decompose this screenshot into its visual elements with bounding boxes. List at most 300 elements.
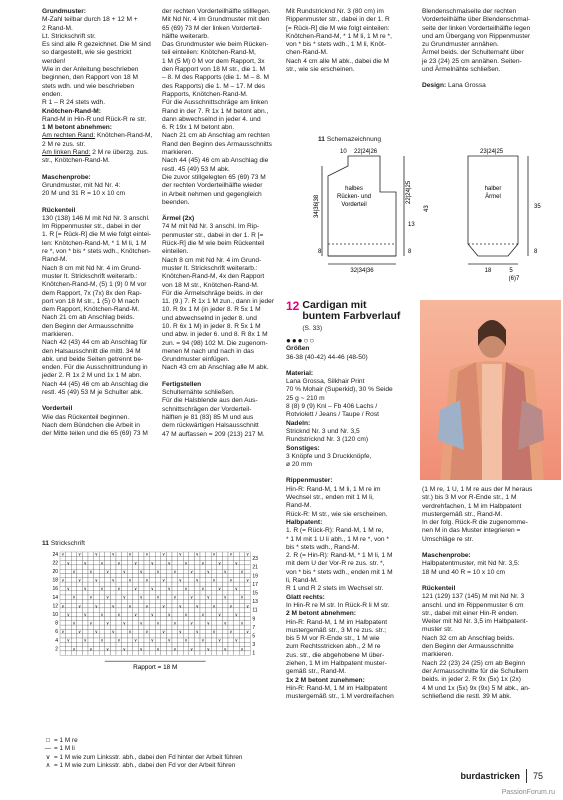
pattern-cell (161, 561, 167, 565)
pattern-cell (194, 634, 200, 638)
pattern-cell (222, 582, 228, 586)
abnehmen-left (42, 149, 157, 166)
pattern-cell (99, 574, 105, 578)
pattern-cell (155, 578, 161, 582)
text-line: Knötchen-Rand-M, 4x den Rapport (162, 273, 265, 281)
text-line: Blendenschmalseite der rechten (422, 8, 517, 15)
text-line: nen M in das Muster integrieren = (422, 527, 521, 535)
pattern-symbol: ∨ (122, 594, 126, 600)
pattern-symbol: ∨ (234, 611, 238, 617)
legend-text: = 1 M re (54, 737, 78, 744)
pattern-cell (183, 552, 189, 556)
pattern-cell (133, 599, 139, 603)
pattern-cell (110, 634, 116, 638)
pattern-cell (194, 612, 200, 616)
column-3 (286, 8, 410, 74)
abnehmen-right-text: Knötchen-Rand-M, 2 M re zus. str. (42, 132, 153, 148)
pattern-cell (178, 556, 184, 560)
pattern-cell (200, 578, 206, 582)
pattern-cell (172, 638, 178, 642)
pattern-cell (88, 561, 94, 565)
pattern-cell (99, 651, 105, 655)
pattern-symbol: ∨ (150, 586, 154, 592)
pattern-symbol: ∨ (240, 646, 244, 652)
pattern-cell (178, 569, 184, 573)
text-line: in Arbeit nehmen und gegengleich (162, 190, 262, 198)
pattern-cell (217, 599, 223, 603)
pattern-cell (127, 582, 133, 586)
pattern-cell (144, 634, 150, 638)
row-label-right: 3 (252, 642, 256, 649)
pattern-cell (217, 629, 223, 633)
pattern-cell (133, 621, 139, 625)
pattern-cell (189, 599, 195, 603)
pattern-symbol: ∨ (167, 611, 171, 617)
pattern-cell (161, 608, 167, 612)
row-label-right: 9 (252, 616, 256, 623)
pattern-cell (172, 651, 178, 655)
text-line: enden. Für die Ausschnittrundung in (42, 364, 148, 372)
pattern-symbol: ∨ (122, 568, 126, 574)
pattern-cell (94, 569, 100, 573)
pattern-symbol: ∨ (111, 551, 115, 557)
text-line: Wie das Rückenteil beginnen. (42, 413, 130, 421)
text-line: dem Rapport, Knötchen-Rand-M. (42, 306, 140, 314)
pattern-cell (94, 582, 100, 586)
pattern-cell (138, 625, 144, 629)
pattern-cell (133, 569, 139, 573)
text-line: Mit Rundstricknd Nr. 3 (80 cm) im (286, 8, 384, 15)
pattern-cell (133, 591, 139, 595)
pattern-cell (133, 595, 139, 599)
pattern-cell (116, 599, 122, 603)
pattern-cell (150, 552, 156, 556)
pattern-cell (66, 569, 72, 573)
abn-title: 2 M betont abnehmen: (286, 610, 356, 618)
text-line: den Rapport von 18 M str., die 1. M (162, 66, 265, 74)
pattern-symbol: ∨ (218, 637, 222, 643)
col4-ruecken-title: Rückenteil (422, 584, 456, 592)
pattern-cell (206, 634, 212, 638)
text-line: Grundmuster, mit Nd Nr. 4: (42, 181, 121, 189)
pattern-cell (110, 612, 116, 616)
pattern-cell (110, 582, 116, 586)
pattern-cell (178, 651, 184, 655)
text-line: Ärmel beids. der Schulternaht über (422, 49, 524, 57)
pattern-cell (82, 647, 88, 651)
pattern-cell (71, 629, 77, 633)
pattern-cell (189, 634, 195, 638)
pattern-cell (183, 569, 189, 573)
pattern-cell (178, 638, 184, 642)
pattern-cell (166, 617, 172, 621)
maschen-title: Maschenprobe: (42, 173, 91, 181)
text-line: Nach 43 cm ab Anschlag alle M abk. (162, 364, 269, 372)
pattern-cell (105, 552, 111, 556)
pattern-cell (228, 642, 234, 646)
pattern-symbol: ∨ (212, 577, 216, 583)
text-line: einteilen. (162, 248, 189, 256)
pattern-cell (82, 642, 88, 646)
pattern-cell (122, 561, 128, 565)
text-line: Nach 32 cm ab Anschlag beids. (422, 634, 515, 642)
row-label-left: 8 (55, 620, 58, 627)
nadeln-title: Nadeln: (286, 419, 311, 427)
pattern-cell (66, 595, 72, 599)
pattern-symbol: ∨ (190, 646, 194, 652)
pattern-cell (94, 595, 100, 599)
pattern-cell (166, 569, 172, 573)
pattern-cell (88, 651, 94, 655)
pattern-cell (211, 642, 217, 646)
pattern-cell (189, 638, 195, 642)
pattern-cell (189, 578, 195, 582)
text-line: werden! (42, 57, 66, 65)
pattern-cell (133, 552, 139, 556)
pattern-cell (127, 617, 133, 621)
pattern-cell (144, 591, 150, 595)
pattern-symbol: ∨ (162, 551, 166, 557)
pattern-cell (105, 582, 111, 586)
legend-symbol: — (44, 745, 52, 753)
pattern-cell (110, 642, 116, 646)
pattern-symbol: ∨ (178, 629, 182, 635)
text-line: Grundmuster einfügen. (162, 356, 230, 364)
pattern-cell (88, 634, 94, 638)
pattern-cell (239, 604, 245, 608)
pattern-cell (66, 625, 72, 629)
legend-symbol: ∧ (45, 761, 51, 769)
pattern-cell (144, 642, 150, 646)
pattern-cell (94, 591, 100, 595)
pattern-cell (189, 604, 195, 608)
zun-text (286, 685, 410, 702)
pattern-cell (239, 561, 245, 565)
pattern-cell (122, 604, 128, 608)
text-line: Rück-R: M str., wie sie erscheinen. (286, 510, 388, 518)
pattern-cell (211, 565, 217, 569)
pattern-cell (122, 582, 128, 586)
pattern-cell (161, 556, 167, 560)
pattern-cell (144, 569, 150, 573)
pattern-cell (245, 586, 251, 590)
pattern-cell (110, 591, 116, 595)
pattern-fig-number: 11 (42, 540, 49, 547)
pattern-cell (183, 651, 189, 655)
knoetchen-title: Knötchen-Rand-M: (42, 107, 101, 115)
pattern-cell (150, 629, 156, 633)
pattern-cell (178, 591, 184, 595)
pattern-cell (66, 591, 72, 595)
text-line: und am Übergang von Rippenmuster (422, 32, 531, 40)
pattern-cell (144, 565, 150, 569)
pattern-cell (71, 625, 77, 629)
pattern-cell (71, 638, 77, 642)
schema-drawing (314, 146, 558, 296)
text-line: den Halsausschnitt die mittl. 34 M (42, 347, 141, 355)
vorder-title: Vorderteil (42, 405, 73, 413)
text-line: anschl. und im Rippenmuster 6 cm (422, 601, 524, 609)
pattern-cell (150, 642, 156, 646)
text-line: 1. R [= Rück-R] die M wie folgt eintei- (42, 231, 152, 239)
text-line: des Rapports) die 1. M – 17. M des (162, 82, 265, 90)
text-line: Rotviolett / Jeans / Taupe / Rost (286, 411, 379, 419)
legend-row (42, 754, 242, 762)
pattern-cell (200, 621, 206, 625)
pattern-cell (161, 638, 167, 642)
schema-mid-v3: 8 (408, 249, 412, 255)
pattern-symbol: ∨ (223, 594, 227, 600)
pattern-cell (234, 591, 240, 595)
text-line: Nach 44 (45) 46 cm ab Anschlag die (42, 380, 149, 388)
pattern-cell (239, 552, 245, 556)
pattern-cell (88, 586, 94, 590)
pattern-cell (144, 638, 150, 642)
pattern-cell (194, 565, 200, 569)
pattern-cell (150, 621, 156, 625)
pattern-symbol: ∨ (178, 551, 182, 557)
pattern-cell (200, 629, 206, 633)
pattern-cell (234, 599, 240, 603)
pattern-cell (138, 574, 144, 578)
row-label-left: 14 (52, 594, 58, 601)
pattern-cell (82, 565, 88, 569)
text-line: 70 % Mohair (Superkid), 30 % Seide (286, 386, 393, 394)
text-line: len: Knötchen-Rand-M, * 1 M li, 1 M (42, 239, 147, 247)
pattern-cell (150, 578, 156, 582)
pattern-symbol: ∨ (117, 560, 121, 566)
schema-body-1: halbes (345, 186, 363, 192)
pattern-cell (122, 612, 128, 616)
pattern-cell (189, 574, 195, 578)
pattern-cell (234, 569, 240, 573)
pattern-symbol: ∨ (117, 586, 121, 592)
pattern-cell (161, 621, 167, 625)
section-ref: (S. 33) (302, 325, 323, 332)
text-line: schließend die restl. 39 M abk. (422, 692, 512, 700)
schema-bottom3: 5 (509, 268, 513, 274)
pattern-symbol: ∨ (156, 646, 160, 652)
schema-fig-number: 11 (318, 136, 325, 143)
pattern-cell (94, 608, 100, 612)
pattern-cell (217, 647, 223, 651)
pattern-cell (245, 621, 251, 625)
text-line: Die zuvor stillgelegten 65 (69) 73 M (162, 173, 266, 181)
text-line: bis 5 M vor R-Ende str., 1 M wie (286, 635, 380, 643)
pattern-symbol: ∨ (100, 560, 104, 566)
pattern-symbol: ∨ (156, 568, 160, 574)
pattern-cell (178, 621, 184, 625)
schema-mid-v2: 13 (408, 222, 415, 228)
pattern-cell (222, 578, 228, 582)
pattern-cell (94, 565, 100, 569)
pattern-symbol: ∨ (167, 560, 171, 566)
pattern-cell (133, 604, 139, 608)
text-line: Wie in der Anleitung beschrieben (42, 66, 139, 74)
pattern-cell (194, 617, 200, 621)
pattern-cell (183, 599, 189, 603)
pattern-cell (211, 582, 217, 586)
pattern-symbol: ∨ (72, 620, 76, 626)
pattern-cell (110, 565, 116, 569)
pattern-cell (183, 629, 189, 633)
pattern-cell (94, 642, 100, 646)
pattern-cell (77, 617, 83, 621)
pattern-symbol: ∨ (83, 637, 87, 643)
pattern-cell (94, 561, 100, 565)
pattern-cell (150, 647, 156, 651)
pattern-cell (222, 552, 228, 556)
pattern-cell (60, 642, 66, 646)
pattern-cell (82, 595, 88, 599)
pattern-cell (144, 621, 150, 625)
text-line: Rand den Beginn des Armausschnitts (162, 140, 272, 148)
pattern-cell (228, 591, 234, 595)
pattern-cell (166, 595, 172, 599)
section-12-header (286, 300, 410, 334)
pattern-cell (234, 625, 240, 629)
pattern-cell (105, 629, 111, 633)
page-number: 75 (532, 771, 543, 781)
pattern-cell (222, 612, 228, 616)
text-line: R 1 und R 2 stets im Wechsel str. (286, 585, 384, 593)
text-line: Es sind alle R gezeichnet. Die M sind (42, 41, 151, 49)
pattern-cell (211, 561, 217, 565)
pattern-symbol: ∨ (83, 586, 87, 592)
grund-text (42, 16, 157, 107)
row-label-left: 22 (52, 560, 58, 567)
pattern-cell (239, 578, 245, 582)
schema-bottom1: 32|34|36 (350, 268, 374, 274)
pattern-cell (222, 574, 228, 578)
pattern-cell (82, 552, 88, 556)
pattern-cell (88, 582, 94, 586)
pattern-cell (138, 599, 144, 603)
pattern-symbol: ∨ (150, 611, 154, 617)
pattern-cell (189, 552, 195, 556)
text-line: Rundstricknd Nr. 3 (120 cm) (286, 436, 369, 444)
pattern-cell (211, 634, 217, 638)
text-line: markieren. (162, 149, 194, 157)
text-line: 25 g ~ 210 m (286, 394, 325, 402)
pattern-symbol: ∨ (173, 646, 177, 652)
nadeln-text (286, 428, 410, 445)
pattern-cell (133, 617, 139, 621)
pattern-cell (94, 556, 100, 560)
pattern-cell (239, 634, 245, 638)
text-line: str., wie sie erscheinen. (286, 66, 355, 74)
pattern-cell (138, 556, 144, 560)
text-line: den Beginn der Armausschnitte (422, 643, 514, 651)
text-line: Schulternähte schließen. (162, 389, 235, 397)
pattern-cell (239, 638, 245, 642)
pattern-figure (42, 540, 292, 680)
pattern-cell (166, 642, 172, 646)
pattern-cell (94, 634, 100, 638)
text-line: Nach 21 cm ab Anschlag am rechten (162, 132, 270, 140)
pattern-cell (105, 586, 111, 590)
pattern-cell (71, 561, 77, 565)
text-line: Wechsel str., enden mit 1 M li, (286, 494, 374, 502)
text-line: dem Rapport, 7x (7x) 8x den Rap- (42, 289, 142, 297)
pattern-cell (172, 561, 178, 565)
text-line: hälften je 81 (83) 85 M und aus (162, 413, 254, 421)
pattern-cell (138, 552, 144, 556)
pattern-cell (138, 561, 144, 565)
pattern-symbol: ∨ (201, 586, 205, 592)
pattern-cell (206, 638, 212, 642)
text-line: beginnen, den Rapport von 18 M (42, 74, 139, 82)
pattern-cell (200, 552, 206, 556)
pattern-cell (66, 617, 72, 621)
pattern-cell (166, 604, 172, 608)
text-line: je 23 (24) 25 cm annähen. Seiten- (422, 57, 522, 65)
pattern-cell (105, 608, 111, 612)
pattern-cell (161, 569, 167, 573)
pattern-symbol: ∨ (212, 603, 216, 609)
pattern-cell (211, 612, 217, 616)
fertig-title: Fertigstellen (162, 380, 202, 388)
pattern-cell (166, 552, 172, 556)
pattern-cell (88, 556, 94, 560)
pattern-cell (166, 578, 172, 582)
pattern-cell (234, 595, 240, 599)
pattern-cell (82, 578, 88, 582)
pattern-cell (77, 634, 83, 638)
abnehmen-left-text: 2 M re überzg. zus. str., Knötchen-Rand-M. (42, 149, 149, 165)
pattern-cell (194, 595, 200, 599)
pattern-cell (105, 651, 111, 655)
pattern-cell (105, 634, 111, 638)
schema-bottom2: 18 (484, 268, 492, 274)
pattern-cell (194, 561, 200, 565)
pattern-symbol: ∨ (162, 577, 166, 583)
pattern-cell (66, 604, 72, 608)
pattern-cell (222, 634, 228, 638)
schematic-figure (314, 136, 558, 296)
pattern-cell (71, 574, 77, 578)
text-line: zun. = 94 (98) 102 M. Die zugenom- (162, 339, 268, 347)
pattern-cell (150, 625, 156, 629)
text-line: der Mitte teilen und die 65 (69) 73 M (42, 430, 148, 438)
text-line: Rapports, Knötchen-Rand-M. (162, 90, 248, 98)
pattern-cell (77, 582, 83, 586)
pattern-cell (211, 595, 217, 599)
pattern-cell (110, 638, 116, 642)
text-line: In Hin-R re M str. In Rück-R li M str. (286, 601, 390, 609)
pattern-cell (172, 608, 178, 612)
pattern-cell (116, 574, 122, 578)
aermel-title: Ärmel (2x) (162, 215, 195, 223)
pattern-cell (161, 586, 167, 590)
row-label-left: 4 (55, 637, 58, 644)
text-line: restl. 45 (49) 53 M je Schulter abk. (42, 389, 143, 397)
pattern-cell (127, 621, 133, 625)
pattern-cell (127, 591, 133, 595)
pattern-cell (133, 651, 139, 655)
pattern-symbol: ∨ (111, 603, 115, 609)
pattern-cell (178, 647, 184, 651)
pattern-cell (110, 651, 116, 655)
text-line: Nach 21 cm ab Anschlag beids. (42, 314, 135, 322)
pattern-cell (127, 586, 133, 590)
pattern-cell (88, 612, 94, 616)
pattern-symbol: ∨ (61, 551, 65, 557)
text-line: 65 (69) 73 M der linken Vorderteil- (162, 24, 262, 32)
pattern-cell (116, 629, 122, 633)
pattern-cell (60, 569, 66, 573)
pattern-cell (234, 552, 240, 556)
